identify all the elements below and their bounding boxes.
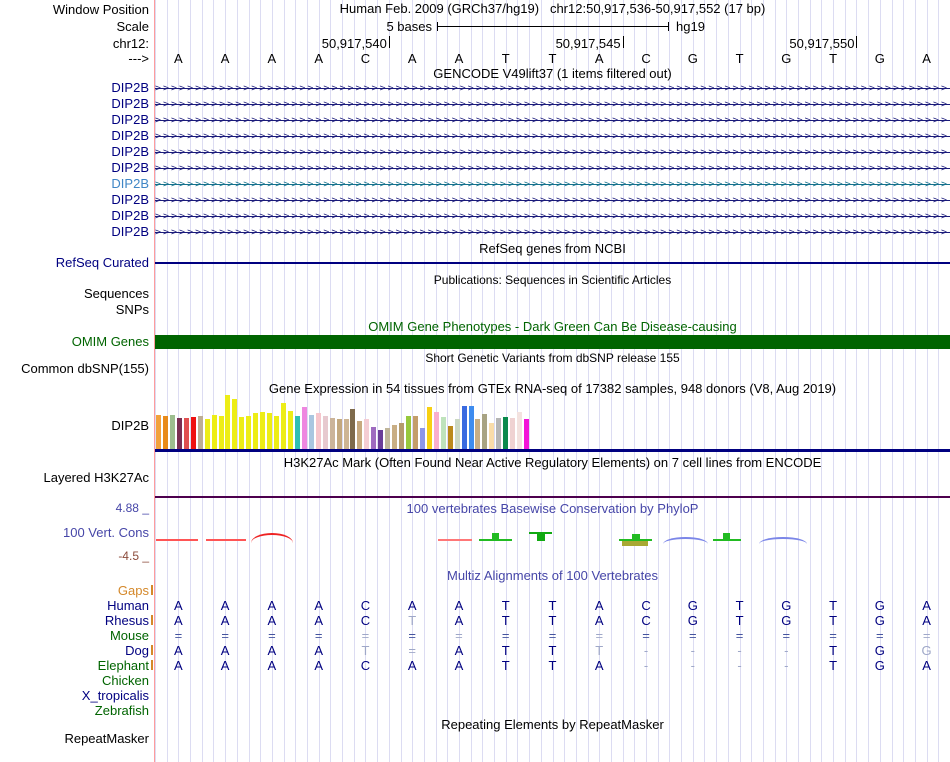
alignment-base: = — [221, 628, 229, 643]
alignment-base: T — [361, 643, 370, 658]
gtex-bar[interactable] — [482, 414, 487, 449]
gtex-bar[interactable] — [337, 419, 342, 449]
gtex-bar[interactable] — [260, 412, 265, 449]
alignment-base: A — [174, 598, 183, 613]
sequence-base: A — [267, 51, 277, 66]
gtex-bar[interactable] — [267, 413, 272, 449]
scale-bar-line — [437, 26, 668, 27]
gene-row-dip2b[interactable] — [155, 227, 950, 238]
alignment-base: A — [174, 613, 183, 628]
gene-label-dip2b[interactable]: DIP2B — [111, 160, 149, 175]
gene-row-dip2b[interactable] — [155, 131, 950, 142]
alignment-base: A — [922, 658, 931, 673]
scale-label: Scale — [116, 19, 149, 34]
publications-track-title[interactable]: Publications: Sequences in Scientific Articles — [433, 273, 672, 287]
alignment-base: T — [501, 613, 510, 628]
omim-track-title[interactable]: OMIM Gene Phenotypes - Dark Green Can Be Disease-causing — [368, 319, 737, 334]
gtex-bar[interactable] — [316, 413, 321, 449]
gtex-bar[interactable] — [392, 425, 397, 449]
alignment-base: T — [829, 643, 838, 658]
gtex-bar[interactable] — [434, 412, 439, 449]
coordinate-tick — [389, 36, 390, 48]
alignment-base: A — [220, 658, 230, 673]
gtex-bar[interactable] — [441, 417, 446, 449]
gene-label-dip2b[interactable]: DIP2B — [111, 144, 149, 159]
alignment-base: - — [784, 658, 789, 673]
alignment-base: - — [737, 643, 742, 658]
gtex-bar[interactable] — [448, 426, 453, 449]
strand-arrow-label: ---> — [128, 51, 149, 66]
gap-annotation-tick — [151, 645, 153, 655]
alignment-base: G — [687, 598, 698, 613]
conservation-mark — [622, 541, 648, 546]
alignment-base: = — [688, 628, 697, 643]
alignment-base: - — [737, 658, 742, 673]
sequence-base: G — [687, 51, 698, 66]
alignment-base: A — [174, 658, 183, 673]
gtex-bar[interactable] — [378, 430, 383, 449]
gtex-bar[interactable] — [420, 428, 425, 449]
alignment-base: C — [641, 598, 651, 613]
sequence-base: A — [314, 51, 323, 66]
gtex-bar[interactable] — [413, 416, 418, 449]
species-label-human[interactable]: Human — [107, 598, 149, 613]
alignment-base: C — [360, 613, 371, 628]
gtex-bar[interactable] — [496, 418, 501, 449]
species-label-elephant[interactable]: Elephant — [97, 658, 149, 673]
alignment-base: A — [314, 598, 323, 613]
conservation-mark — [723, 533, 730, 539]
gtex-bar[interactable] — [350, 409, 355, 449]
alignment-base: A — [314, 613, 323, 628]
alignment-base: G — [874, 598, 885, 613]
alignment-base: A — [594, 598, 604, 613]
alignment-base: G — [921, 643, 932, 658]
alignment-base: - — [643, 658, 649, 673]
scale-bar-right-cap — [668, 22, 669, 31]
alignment-base: C — [641, 613, 651, 628]
gene-label-dip2b[interactable]: DIP2B — [111, 208, 149, 223]
alignment-base: = — [361, 628, 370, 643]
repeatmasker-track-title[interactable]: Repeating Elements by RepeatMasker — [441, 717, 664, 732]
alignment-base: = — [595, 628, 604, 643]
conservation-track-title[interactable]: 100 vertebrates Basewise Conservation by PhyloP — [406, 501, 699, 516]
conservation-mark — [251, 533, 293, 543]
sequence-base: A — [922, 51, 931, 66]
gene-row-dip2b[interactable] — [155, 163, 950, 174]
gene-label-dip2b[interactable]: DIP2B — [111, 192, 149, 207]
alignment-base: A — [220, 598, 230, 613]
coordinate-tick — [623, 36, 624, 48]
strand-chevrons-icon: >>>>>>>>>>>>>>>>>>>>>>>>>>>>>>>>>>>>>>>>>>>>>>>>>>>>>>>>>>>>>>>>>>>>>>>>>>>>>>>>>>>>>>>>>>>>>>>>>>> — [155, 163, 950, 174]
gtex-bar[interactable] — [219, 416, 224, 449]
alignment-base: T — [595, 643, 604, 658]
alignment-base: A — [594, 658, 604, 673]
alignment-base: A — [922, 598, 931, 613]
strand-chevrons-icon: >>>>>>>>>>>>>>>>>>>>>>>>>>>>>>>>>>>>>>>>>>>>>>>>>>>>>>>>>>>>>>>>>>>>>>>>>>>>>>>>>>>>>>>>>>>>>>>>>>> — [155, 99, 950, 110]
alignment-base: G — [781, 598, 792, 613]
gtex-bar[interactable] — [281, 403, 286, 449]
alignment-base: = — [642, 628, 650, 643]
alignment-base: T — [829, 613, 838, 628]
gap-annotation-tick — [151, 615, 153, 625]
conservation-mark — [713, 539, 741, 541]
coordinate-value: 50,917,540 — [321, 36, 387, 51]
alignment-base: T — [501, 643, 510, 658]
gtex-bar[interactable] — [427, 407, 432, 449]
alignment-base: A — [594, 613, 604, 628]
alignment-base: T — [548, 598, 557, 613]
alignment-base: T — [501, 658, 510, 673]
gtex-bar[interactable] — [288, 411, 293, 449]
dbsnp-track-title[interactable]: Short Genetic Variants from dbSNP release 155 — [425, 351, 680, 365]
alignment-base: = — [782, 628, 791, 643]
sequence-base: G — [874, 51, 885, 66]
gene-label-dip2b[interactable]: DIP2B — [111, 112, 149, 127]
strand-chevrons-icon: >>>>>>>>>>>>>>>>>>>>>>>>>>>>>>>>>>>>>>>>>>>>>>>>>>>>>>>>>>>>>>>>>>>>>>>>>>>>>>>>>>>>>>>>>>>>>>>>>>> — [155, 115, 950, 126]
gtex-bar[interactable] — [302, 407, 307, 449]
coordinate-tick — [856, 36, 857, 48]
alignment-base: T — [548, 658, 557, 673]
strand-chevrons-icon: >>>>>>>>>>>>>>>>>>>>>>>>>>>>>>>>>>>>>>>>>>>>>>>>>>>>>>>>>>>>>>>>>>>>>>>>>>>>>>>>>>>>>>>>>>>>>>>>>>> — [155, 131, 950, 142]
sequence-base: C — [360, 51, 371, 66]
h3k27ac-signal-line — [155, 496, 950, 498]
alignment-base: = — [922, 628, 931, 643]
gtex-bar[interactable] — [455, 419, 460, 449]
sequence-base: G — [781, 51, 792, 66]
alignment-base: G — [781, 613, 792, 628]
alignment-base: G — [874, 643, 885, 658]
strand-chevrons-icon: >>>>>>>>>>>>>>>>>>>>>>>>>>>>>>>>>>>>>>>>>>>>>>>>>>>>>>>>>>>>>>>>>>>>>>>>>>>>>>>>>>>>>>>>>>>>>>>>>>> — [155, 179, 950, 190]
sequence-base: A — [454, 51, 464, 66]
alignment-base: T — [548, 643, 557, 658]
alignment-base: A — [174, 643, 183, 658]
alignment-base: A — [267, 658, 277, 673]
assembly-text: Human Feb. 2009 (GRCh37/hg19) — [339, 1, 540, 16]
alignment-base: T — [408, 613, 417, 628]
strand-chevrons-icon: >>>>>>>>>>>>>>>>>>>>>>>>>>>>>>>>>>>>>>>>>>>>>>>>>>>>>>>>>>>>>>>>>>>>>>>>>>>>>>>>>>>>>>>>>>>>>>>>>>> — [155, 227, 950, 238]
gtex-bar[interactable] — [489, 423, 494, 449]
gene-row-dip2b[interactable] — [155, 147, 950, 158]
alignment-base: A — [220, 643, 230, 658]
omim-genes-label[interactable]: OMIM Genes — [71, 334, 149, 349]
gtex-bar[interactable] — [232, 399, 237, 449]
layered-h3k27ac-label[interactable]: Layered H3K27Ac — [43, 470, 149, 485]
gtex-bar[interactable] — [274, 416, 279, 449]
gtex-bar[interactable] — [475, 419, 480, 449]
gene-row-dip2b[interactable] — [155, 83, 950, 94]
gene-row-dip2b[interactable] — [155, 211, 950, 222]
conservation-mark — [759, 537, 807, 544]
conservation-mark — [537, 532, 545, 541]
alignment-base: A — [314, 643, 323, 658]
alignment-base: = — [735, 628, 744, 643]
species-label-mouse[interactable]: Mouse — [109, 628, 149, 643]
multiz-track-title[interactable]: Multiz Alignments of 100 Vertebrates — [446, 568, 658, 583]
sequence-base: A — [594, 51, 604, 66]
gtex-bar[interactable] — [344, 419, 349, 449]
common-dbsnp-label[interactable]: Common dbSNP(155) — [21, 361, 149, 376]
gtex-bar[interactable] — [517, 412, 522, 449]
gtex-bar[interactable] — [239, 417, 244, 449]
gtex-bar[interactable] — [184, 418, 189, 449]
gtex-bar[interactable] — [253, 413, 258, 449]
sequence-base: A — [407, 51, 417, 66]
gtex-gene-label[interactable]: DIP2B — [111, 418, 149, 433]
gtex-bar[interactable] — [246, 416, 251, 449]
gtex-bar[interactable] — [198, 416, 203, 449]
gtex-bar[interactable] — [212, 415, 217, 449]
alignment-base: = — [455, 628, 463, 643]
species-label-x_tropicalis[interactable]: X_tropicalis — [81, 688, 149, 703]
refseq-track-title[interactable]: RefSeq genes from NCBI — [479, 241, 626, 256]
h3k27ac-track-title[interactable]: H3K27Ac Mark (Often Found Near Active Regulatory Elements) on 7 cell lines from ENCODE — [283, 455, 822, 470]
conservation-mark — [632, 534, 640, 539]
alignment-base: A — [267, 598, 277, 613]
gtex-bar[interactable] — [225, 395, 230, 449]
conservation-mark — [156, 539, 198, 541]
alignment-base: = — [408, 628, 416, 643]
gene-label-dip2b[interactable]: DIP2B — [111, 128, 149, 143]
sequence-base: T — [501, 51, 510, 66]
window-position-value — [155, 1, 950, 17]
strand-chevrons-icon: >>>>>>>>>>>>>>>>>>>>>>>>>>>>>>>>>>>>>>>>>>>>>>>>>>>>>>>>>>>>>>>>>>>>>>>>>>>>>>>>>>>>>>>>>>>>>>>>>>> — [155, 83, 950, 94]
conservation-max-value: 4.88 _ — [115, 501, 149, 515]
alignment-base: = — [501, 628, 510, 643]
gtex-bar[interactable] — [177, 418, 182, 449]
scale-bar-left-cap — [437, 22, 438, 31]
gtex-bar[interactable] — [205, 419, 210, 449]
position-text: chr12:50,917,536-50,917,552 (17 bp) — [549, 1, 766, 16]
alignment-base: = — [548, 628, 557, 643]
gene-row-dip2b[interactable] — [155, 115, 950, 126]
conservation-mark — [438, 539, 472, 541]
alignment-base: C — [360, 658, 371, 673]
chromosome-label: chr12: — [112, 36, 149, 51]
alignment-base: - — [690, 658, 695, 673]
gtex-bar[interactable] — [462, 406, 467, 449]
conservation-min-value: -4.5 _ — [118, 549, 149, 563]
gtex-bar[interactable] — [156, 415, 161, 449]
gene-label-dip2b[interactable]: DIP2B — [111, 224, 149, 239]
window-position-label: Window Position — [52, 2, 149, 17]
alignment-base: = — [174, 628, 183, 643]
gtex-bar[interactable] — [191, 417, 196, 449]
refseq-curated-label[interactable]: RefSeq Curated — [55, 255, 149, 270]
scale-bar-text: 5 bases — [386, 19, 432, 34]
alignment-base: A — [407, 598, 417, 613]
alignment-base: T — [735, 598, 744, 613]
strand-chevrons-icon: >>>>>>>>>>>>>>>>>>>>>>>>>>>>>>>>>>>>>>>>>>>>>>>>>>>>>>>>>>>>>>>>>>>>>>>>>>>>>>>>>>>>>>>>>>>>>>>>>>> — [155, 211, 950, 222]
gtex-track-title[interactable]: Gene Expression in 54 tissues from GTEx RNA-seq of 17382 samples, 948 donors (V8, Aug 2019) — [268, 381, 837, 396]
gtex-bar[interactable] — [323, 416, 328, 449]
gtex-bar[interactable] — [399, 423, 404, 449]
gtex-bar[interactable] — [170, 415, 175, 449]
sequences-label[interactable]: Sequences — [83, 286, 149, 301]
gtex-bar[interactable] — [510, 418, 515, 449]
alignment-base: T — [829, 658, 838, 673]
alignment-base: = — [408, 643, 416, 658]
gap-annotation-tick — [151, 660, 153, 670]
gtex-bar[interactable] — [385, 428, 390, 449]
alignment-base: A — [267, 613, 277, 628]
sequence-base: T — [829, 51, 838, 66]
coordinate-value: 50,917,545 — [555, 36, 621, 51]
gtex-bar[interactable] — [503, 417, 508, 449]
species-label-zebrafish[interactable]: Zebrafish — [94, 703, 149, 718]
alignment-base: = — [268, 628, 276, 643]
alignment-base: A — [314, 658, 323, 673]
strand-chevrons-icon: >>>>>>>>>>>>>>>>>>>>>>>>>>>>>>>>>>>>>>>>>>>>>>>>>>>>>>>>>>>>>>>>>>>>>>>>>>>>>>>>>>>>>>>>>>>>>>>>>>> — [155, 147, 950, 158]
gene-label-dip2b[interactable]: DIP2B — [111, 176, 149, 191]
alignment-base: = — [829, 628, 837, 643]
gap-annotation-tick — [151, 585, 153, 595]
sequence-base: A — [174, 51, 183, 66]
alignment-base: G — [874, 658, 885, 673]
alignment-base: T — [735, 613, 744, 628]
alignment-base: T — [548, 613, 557, 628]
gtex-bar[interactable] — [330, 418, 335, 449]
omim-gene-bar[interactable] — [155, 335, 950, 349]
alignment-base: - — [784, 643, 789, 658]
alignment-base: T — [501, 598, 510, 613]
repeatmasker-label[interactable]: RepeatMasker — [64, 731, 149, 746]
conservation-label[interactable]: 100 Vert. Cons — [63, 525, 149, 540]
alignment-base: = — [314, 628, 323, 643]
sequence-base: T — [548, 51, 557, 66]
gtex-bar[interactable] — [469, 406, 474, 449]
gene-row-dip2b[interactable] — [155, 179, 950, 190]
scale-assembly-text: hg19 — [676, 19, 705, 34]
conservation-mark — [479, 539, 512, 541]
gtex-bar[interactable] — [309, 415, 314, 449]
conservation-mark — [663, 537, 708, 544]
alignment-base: T — [829, 598, 838, 613]
alignment-base: A — [407, 658, 417, 673]
species-label-dog[interactable]: Dog — [125, 643, 149, 658]
gene-row-dip2b[interactable] — [155, 195, 950, 206]
sequence-base: C — [641, 51, 651, 66]
alignment-base: = — [876, 628, 884, 643]
alignment-base: A — [454, 643, 464, 658]
alignment-base: A — [220, 613, 230, 628]
alignment-base: A — [267, 643, 277, 658]
alignment-base: - — [643, 643, 649, 658]
alignment-base: C — [360, 598, 371, 613]
gene-row-dip2b[interactable] — [155, 99, 950, 110]
refseq-gene-bar[interactable] — [155, 262, 950, 264]
alignment-base: A — [454, 613, 464, 628]
gtex-bar[interactable] — [406, 416, 411, 449]
strand-chevrons-icon: >>>>>>>>>>>>>>>>>>>>>>>>>>>>>>>>>>>>>>>>>>>>>>>>>>>>>>>>>>>>>>>>>>>>>>>>>>>>>>>>>>>>>>>>>>>>>>>>>>> — [155, 195, 950, 206]
conservation-mark — [492, 533, 499, 539]
gtex-bar[interactable] — [364, 419, 369, 449]
gtex-bar[interactable] — [371, 427, 376, 449]
species-label-gaps[interactable]: Gaps — [117, 583, 149, 598]
sequence-base: T — [735, 51, 744, 66]
alignment-base: G — [687, 613, 698, 628]
snps-label[interactable]: SNPs — [115, 302, 149, 317]
species-label-chicken[interactable]: Chicken — [102, 673, 149, 688]
species-label-rhesus[interactable]: Rhesus — [104, 613, 149, 628]
gtex-baseline — [155, 449, 950, 452]
coordinate-value: 50,917,550 — [789, 36, 855, 51]
gtex-bar[interactable] — [163, 416, 168, 449]
alignment-base: A — [454, 658, 464, 673]
gencode-track-title[interactable]: GENCODE V49lift37 (1 items filtered out) — [433, 66, 672, 81]
conservation-mark — [206, 539, 246, 541]
alignment-base: A — [454, 598, 464, 613]
alignment-base: A — [922, 613, 931, 628]
alignment-base: - — [690, 643, 695, 658]
gene-label-dip2b[interactable]: DIP2B — [111, 96, 149, 111]
gtex-bar[interactable] — [524, 419, 529, 449]
gene-label-dip2b[interactable]: DIP2B — [111, 80, 149, 95]
sequence-base: A — [220, 51, 230, 66]
alignment-base: G — [874, 613, 885, 628]
gtex-bar[interactable] — [295, 416, 300, 449]
gtex-bar[interactable] — [357, 421, 362, 449]
